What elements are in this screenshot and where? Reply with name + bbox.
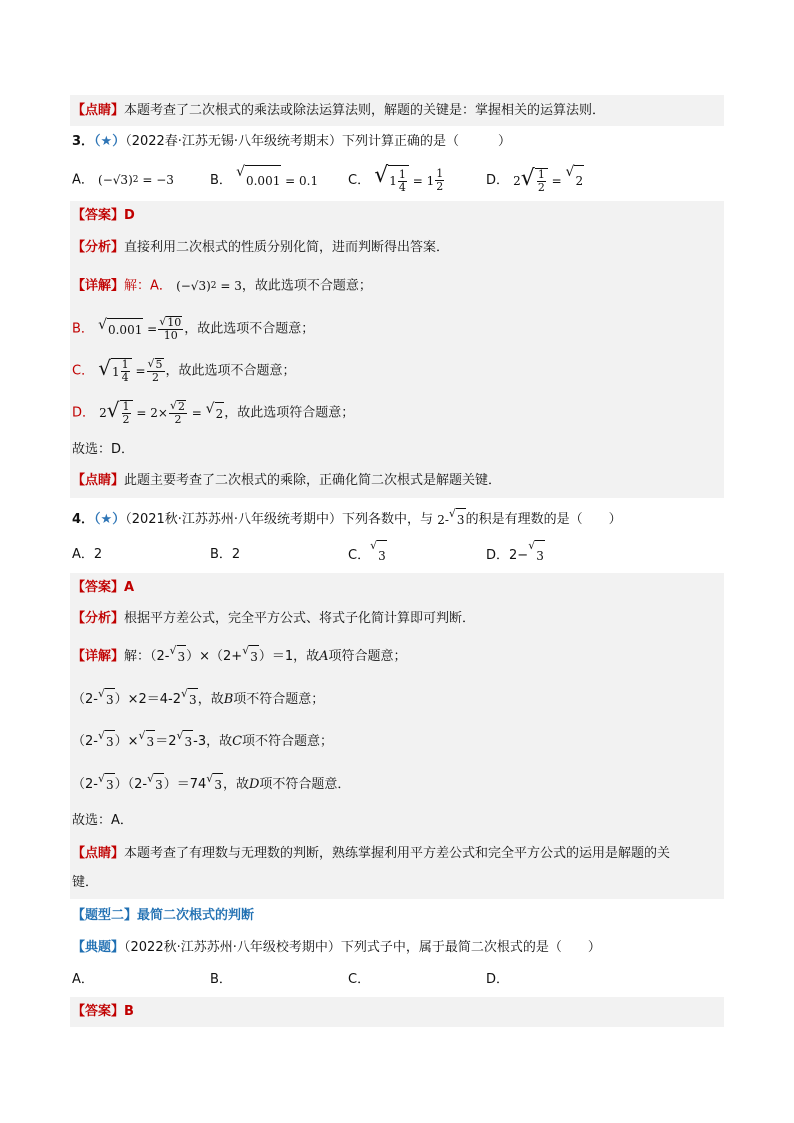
q3-option-a: A． ( −√3 ) 2 = −3 [72, 172, 174, 188]
star-icon: （★） [94, 134, 126, 149]
q4-point-cont: 键． [72, 875, 99, 890]
q3-option-c: C． √ 1 $\frac{1}{4}$ = 1 $\frac{1}{2}$ [348, 165, 445, 195]
q4-detail-1: 【详解】解：（2- √ 3 ）×（2+ √ 3 ）＝1，故A项符合题意； [72, 645, 724, 667]
q3-choose: 故选：D． [72, 442, 135, 457]
section-title: 【题型二】最简二次根式的判断 [72, 908, 255, 923]
q3-stem [72, 131, 724, 153]
q4-stem: 4．（★）（2021秋·江苏苏州·八年级统考期中）下列各数中，与 2- √ 3 的积是有理数的是（ ） [72, 508, 724, 530]
q3-point: 【点睛】此题主要考查了二次根式的乘除，正确化简二次根式是解题关键． [72, 473, 502, 488]
q4-option-b: B．2 [210, 547, 241, 562]
q3-analysis: 【分析】直接利用二次根式的性质分别化简，进而判断得出答案． [72, 240, 450, 255]
q3-detail-d: D． 2 √ $\frac{1}{2}$ = 2× √ 2 2 = √ 2 ，故此选项符合题意； [72, 398, 355, 426]
q3-detail-a: 【详解】解：A． ( −√3 ) 2 = 3 ，故此选项不合题意； [72, 278, 372, 294]
q4-option-c: C． √ 3 [348, 540, 387, 570]
star-icon: （★） [94, 512, 126, 527]
q4-choose: 故选：A． [72, 813, 133, 828]
answer-value: D [124, 208, 135, 223]
q3-option-b: B． √ 0.001 = 0.1 [210, 165, 318, 195]
q4-number: 4． [72, 512, 95, 527]
q3-answer: 【答案】D [72, 208, 135, 223]
point-block-1 [72, 100, 724, 122]
q4-detail-2: （2- √ 3 ）×2＝4-2 √ 3 ，故B项不符合题意； [72, 688, 724, 710]
q4-detail-4: （2- √ 3 ）（2- √ 3 ）＝74 √ 3 ，故D项不符合题意． [72, 773, 724, 795]
example-stem: 【典题】（2022秋·江苏苏州·八年级校考期中）下列式子中，属于最简二次根式的是（ ） [72, 940, 601, 955]
example-option-d: D． [486, 972, 510, 987]
point-text: 本题考查了二次根式的乘法或除法运算法则，解题的关键是：掌握相关的运算法则． [124, 103, 606, 118]
q4-detail-3: （2- √ 3 ）× √ 3 ＝2 √ 3 -3，故C项不符合题意； [72, 730, 724, 752]
answer-value: A [124, 580, 135, 595]
q3-detail-b: B． √ 0.001 = √ 10 10 ，故此选项不合题意； [72, 315, 315, 342]
answer-value: B [124, 1004, 134, 1019]
q4-point: 【点睛】本题考查了有理数与无理数的判断，熟练掌握利用平方差公式和完全平方公式的运用是解题的关 [72, 846, 671, 861]
q4-analysis: 【分析】根据平方差公式，完全平方公式、将式子化简计算即可判断． [72, 611, 476, 626]
q4-option-d: D．2− √ 3 [486, 540, 545, 570]
q3-detail-c: C． √ 1 $\frac{1}{4}$ = √ 5 2 ，故此选项不合题意； [72, 356, 296, 384]
q3-number: 3． [72, 134, 95, 149]
example-answer: 【答案】B [72, 1004, 134, 1019]
q3-option-d: D． 2 √ $\frac{1}{2}$ = √ 2 [486, 165, 584, 195]
q4-option-a: A．2 [72, 547, 103, 562]
example-option-b: B． [210, 972, 232, 987]
q3-source: （2022春·江苏无锡·八年级统考期末）下列计算正确的是（ ） [125, 134, 512, 149]
example-option-a: A． [72, 972, 94, 987]
point-tag: 【点睛】 [72, 103, 125, 118]
example-option-c: C． [348, 972, 371, 987]
q4-answer: 【答案】A [72, 580, 135, 595]
